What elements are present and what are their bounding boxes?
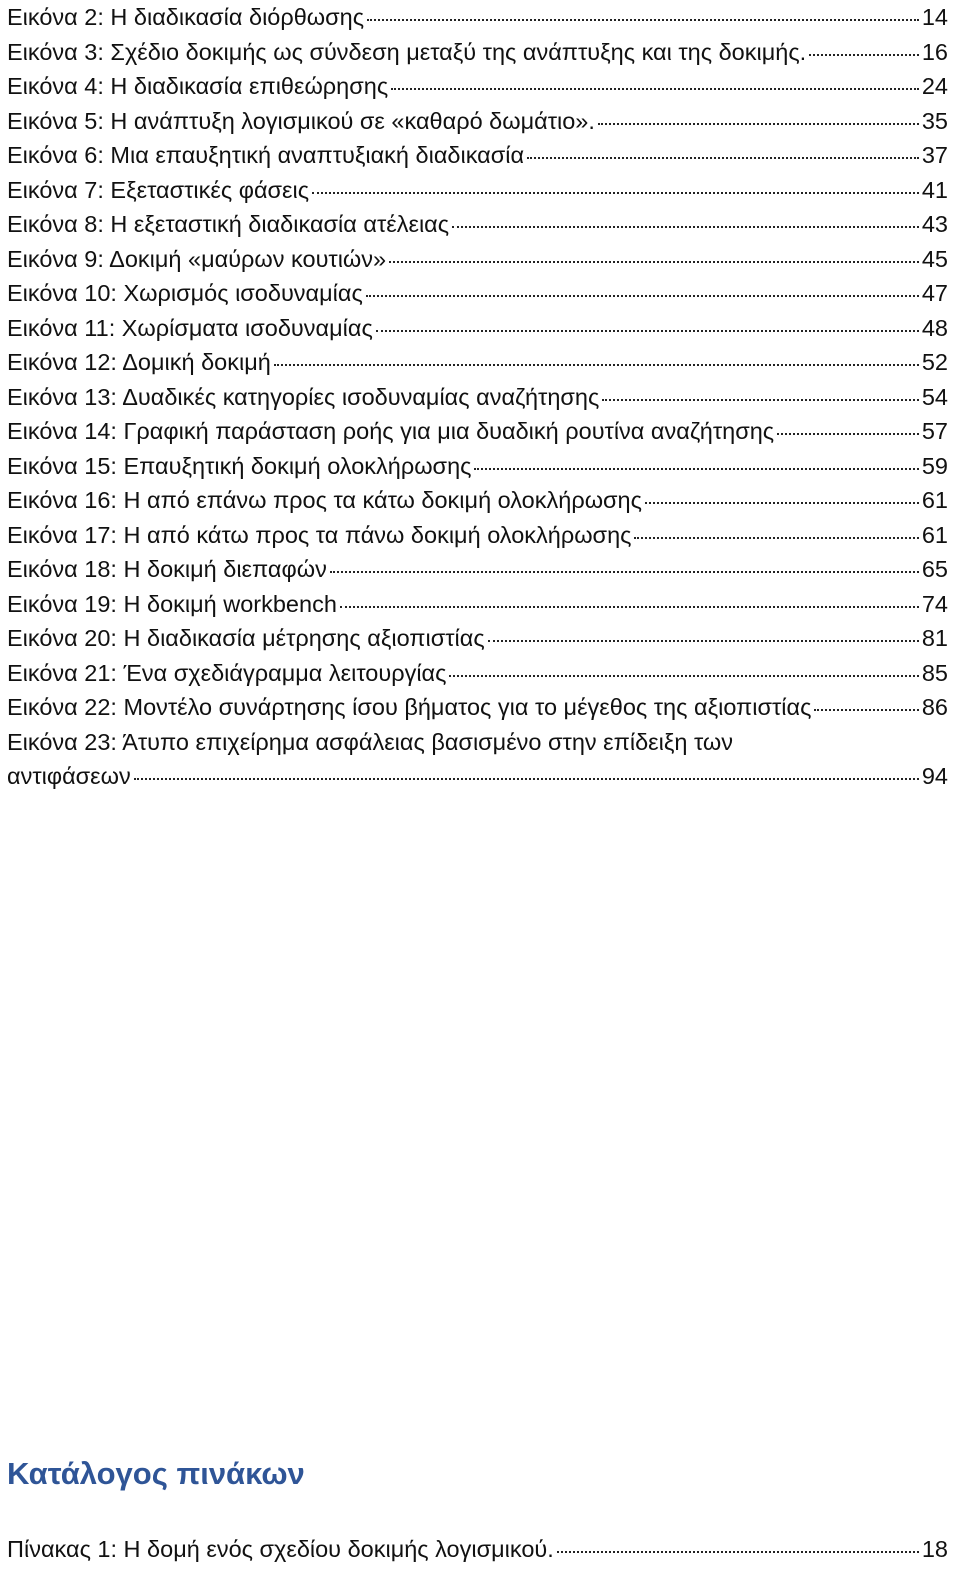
toc-entry-title: Εικόνα 8: Η εξεταστική διαδικασία ατέλειας bbox=[7, 211, 450, 237]
dot-leader bbox=[488, 639, 919, 642]
toc-entry-title: Εικόνα 17: Η από κάτω προς τα πάνω δοκιμή ολοκλήρωσης bbox=[7, 521, 632, 548]
dot-leader bbox=[602, 398, 919, 401]
toc-entry[interactable] bbox=[7, 35, 948, 70]
dot-leader bbox=[367, 18, 919, 21]
toc-entry-page: 16 bbox=[921, 38, 948, 65]
dot-leader bbox=[330, 570, 919, 573]
toc-entry-page: 18 bbox=[921, 1536, 948, 1562]
toc-entry-page: 59 bbox=[921, 452, 948, 479]
toc-entry-title: Εικόνα 12: Δομική δοκιμή bbox=[7, 349, 271, 375]
dot-leader bbox=[312, 191, 919, 194]
toc-entry-page: 37 bbox=[921, 142, 948, 168]
toc-entry-page: 35 bbox=[921, 107, 948, 134]
toc-entry-title: Εικόνα 7: Εξεταστικές φάσεις bbox=[7, 176, 310, 203]
toc-entry[interactable] bbox=[7, 449, 948, 484]
toc-entry-page: 61 bbox=[921, 521, 948, 548]
toc-entry-title: αντιφάσεων bbox=[7, 763, 131, 789]
toc-entry[interactable] bbox=[7, 483, 948, 518]
toc-entry-page: 65 bbox=[921, 556, 948, 582]
dot-leader bbox=[777, 432, 919, 435]
toc-entry[interactable] bbox=[7, 380, 948, 415]
toc-entry-page: 94 bbox=[921, 763, 948, 789]
toc-entry-page: 47 bbox=[921, 280, 948, 306]
toc-entry-page: 52 bbox=[921, 349, 948, 375]
toc-entry-title: Εικόνα 13: Δυαδικές κατηγορίες ισοδυναμίας αναζήτησης bbox=[7, 383, 600, 410]
toc-entry-title: Εικόνα 9: Δοκιμή «μαύρων κουτιών» bbox=[7, 245, 387, 272]
dot-leader bbox=[527, 156, 919, 159]
toc-entry-page: 86 bbox=[921, 694, 948, 720]
toc-entry-title: Εικόνα 23: Άτυπο επιχείρημα ασφάλειας βασισμένο στην επίδειξη των bbox=[7, 728, 734, 755]
dot-leader bbox=[449, 674, 918, 677]
toc-entry[interactable] bbox=[7, 138, 948, 173]
dot-leader bbox=[598, 122, 919, 125]
list-of-tables bbox=[7, 1532, 948, 1567]
list-of-tables-heading: Κατάλογος πινάκων bbox=[7, 1456, 305, 1491]
toc-entry[interactable] bbox=[7, 104, 948, 139]
toc-entry-page: 43 bbox=[921, 211, 948, 237]
dot-leader bbox=[645, 501, 919, 504]
toc-entry-page: 48 bbox=[921, 314, 948, 341]
toc-entry-title: Εικόνα 5: Η ανάπτυξη λογισμικού σε «καθαρό δωμάτιο». bbox=[7, 107, 595, 134]
dot-leader bbox=[376, 329, 919, 332]
toc-entry-page: 81 bbox=[921, 625, 948, 651]
toc-entry-title: Πίνακας 1: Η δομή ενός σχεδίου δοκιμής λογισμικού. bbox=[7, 1536, 554, 1562]
toc-entry-title: Εικόνα 10: Χωρισμός ισοδυναμίας bbox=[7, 280, 363, 306]
toc-entry[interactable] bbox=[7, 242, 948, 277]
dot-leader bbox=[557, 1550, 919, 1553]
toc-entry[interactable] bbox=[7, 518, 948, 553]
toc-entry-title: Εικόνα 4: Η διαδικασία επιθεώρησης bbox=[7, 73, 389, 99]
toc-entry[interactable] bbox=[7, 414, 948, 449]
toc-entry[interactable] bbox=[7, 69, 948, 104]
toc-entry-page: 61 bbox=[921, 487, 948, 513]
dot-leader bbox=[452, 225, 919, 228]
toc-entry[interactable] bbox=[7, 621, 948, 656]
toc-entry-title: Εικόνα 3: Σχέδιο δοκιμής ως σύνδεση μεταξύ της ανάπτυξης και της δοκιμής. bbox=[7, 38, 807, 65]
dot-leader bbox=[389, 260, 919, 263]
toc-entry[interactable] bbox=[7, 311, 948, 346]
toc-entry[interactable] bbox=[7, 345, 948, 380]
toc-entry-page: 24 bbox=[921, 73, 948, 99]
toc-entry[interactable] bbox=[7, 0, 948, 35]
toc-entry-title: Εικόνα 18: Η δοκιμή διεπαφών bbox=[7, 556, 327, 582]
toc-entry-page: 41 bbox=[921, 176, 948, 203]
dot-leader bbox=[340, 605, 919, 608]
toc-entry-page: 54 bbox=[921, 383, 948, 410]
dot-leader bbox=[391, 87, 919, 90]
dot-leader bbox=[134, 777, 919, 780]
toc-entry[interactable] bbox=[7, 759, 948, 794]
toc-entry[interactable] bbox=[7, 1532, 948, 1567]
toc-entry-continued[interactable] bbox=[7, 725, 948, 760]
dot-leader bbox=[809, 53, 919, 56]
toc-entry-title: Εικόνα 20: Η διαδικασία μέτρησης αξιοπιστίας bbox=[7, 625, 485, 651]
toc-entry[interactable] bbox=[7, 587, 948, 622]
toc-entry-page: 57 bbox=[921, 418, 948, 444]
toc-entry-title: Εικόνα 15: Επαυξητική δοκιμή ολοκλήρωσης bbox=[7, 452, 472, 479]
toc-entry-title: Εικόνα 6: Μια επαυξητική αναπτυξιακή διαδικασία bbox=[7, 142, 525, 168]
toc-entry-title: Εικόνα 21: Ένα σχεδιάγραμμα λειτουργίας bbox=[7, 659, 447, 686]
toc-entry[interactable] bbox=[7, 173, 948, 208]
toc-entry-title: Εικόνα 2: Η διαδικασία διόρθωσης bbox=[7, 4, 365, 30]
dot-leader bbox=[474, 467, 918, 470]
toc-entry[interactable] bbox=[7, 552, 948, 587]
toc-entry[interactable] bbox=[7, 656, 948, 691]
toc-entry[interactable] bbox=[7, 690, 948, 725]
toc-entry-title: Εικόνα 22: Μοντέλο συνάρτησης ίσου βήματος για το μέγεθος της αξιοπιστίας bbox=[7, 694, 812, 720]
toc-entry-page: 14 bbox=[921, 4, 948, 30]
toc-entry-title: Εικόνα 16: Η από επάνω προς τα κάτω δοκιμή ολοκλήρωσης bbox=[7, 487, 642, 513]
toc-entry-page: 85 bbox=[921, 659, 948, 686]
toc-entry-page: 45 bbox=[921, 245, 948, 272]
dot-leader bbox=[814, 708, 918, 711]
dot-leader bbox=[274, 363, 919, 366]
list-of-figures bbox=[7, 0, 948, 794]
toc-entry[interactable] bbox=[7, 207, 948, 242]
toc-entry-page: 74 bbox=[921, 590, 948, 617]
toc-entry-title: Εικόνα 11: Χωρίσματα ισοδυναμίας bbox=[7, 314, 373, 341]
toc-entry-title: Εικόνα 14: Γραφική παράσταση ροής για μια δυαδική ρουτίνα αναζήτησης bbox=[7, 418, 775, 444]
dot-leader bbox=[634, 536, 918, 539]
dot-leader bbox=[366, 294, 919, 297]
toc-entry-title: Εικόνα 19: Η δοκιμή workbench bbox=[7, 590, 337, 617]
toc-entry[interactable] bbox=[7, 276, 948, 311]
